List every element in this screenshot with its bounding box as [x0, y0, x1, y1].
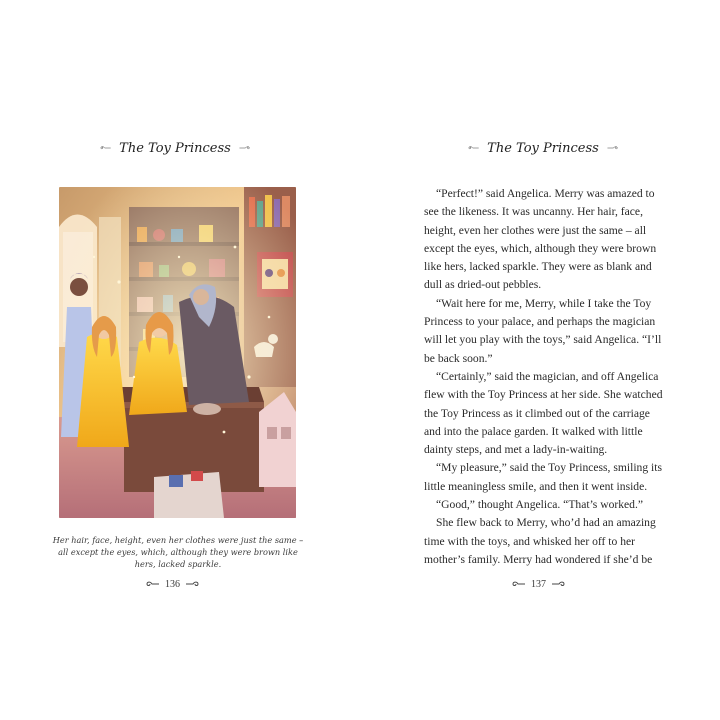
right-running-head [468, 138, 618, 158]
body-text-line: flew with the Toy Princess at her side. She watched [424, 388, 663, 402]
folio-swirl-icon [185, 580, 199, 588]
body-text-line: dull as dried-out pebbles. [424, 278, 542, 292]
body-text-line: be back soon.” [424, 351, 493, 365]
body-text-line: see the likeness. It was uncanny. Her hair, face, [424, 205, 643, 219]
body-text-line: “Good,” thought Angelica. “That’s worked.” [436, 498, 644, 512]
body-text-line: time with the toys, and whisked her off to her [424, 534, 636, 548]
flourish-left-icon [468, 143, 479, 153]
left-page-number-text: 136 [165, 578, 180, 590]
illustration-artwork [59, 187, 296, 518]
body-text-line: Princess to your palace, and perhaps the magician [424, 315, 656, 329]
left-page-number [146, 577, 199, 591]
toy-shop-illustration [59, 187, 296, 518]
body-text-line: height, even her clothes were just the same – all [424, 223, 647, 237]
right-page-body-text [424, 185, 664, 569]
right-page-number-text: 137 [531, 578, 546, 590]
body-text-line: “Certainly,” said the magician, and off Angelica [436, 369, 659, 383]
body-text-line: “Wait here for me, Merry, while I take the Toy [436, 296, 652, 310]
body-text-line: She flew back to Merry, who’d had an amazing [436, 516, 656, 530]
flourish-right-icon [239, 143, 250, 153]
left-running-head [100, 138, 250, 158]
folio-swirl-icon [512, 580, 526, 588]
flourish-left-icon [100, 143, 111, 153]
folio-swirl-icon [146, 580, 160, 588]
body-text-line: the Toy Princess as it climbed out of the carriage [424, 406, 650, 420]
right-page-number [512, 577, 565, 591]
body-text-line: will let you play with the toys,” said Angelica. “I’ll [424, 333, 662, 347]
left-running-head-title: The Toy Princess [119, 140, 231, 156]
body-text-line: “My pleasure,” said the Toy Princess, smiling its [436, 461, 662, 475]
body-text-line: and into the palace garden. It walked with little [424, 424, 643, 438]
body-text-line: like hers, lacked sparkle. They were as blank and [424, 260, 652, 274]
body-text-line: except the eyes, which, although they were brown [424, 241, 657, 255]
body-text-line: “Perfect!” said Angelica. Merry was amazed to [436, 187, 655, 200]
body-text-line: little meaningless smile, and then it went inside. [424, 479, 648, 493]
body-text-line: mother’s family. Merry had wondered if she’d be [424, 552, 653, 566]
illustration-caption: Her hair, face, height, even her clothes were just the same – all except the eyes, which, although they were brown like hers, lacked sparkle. [52, 535, 304, 569]
right-running-head-title: The Toy Princess [487, 140, 599, 156]
body-text-line: dainty steps, and met a lady-in-waiting. [424, 443, 608, 457]
flourish-right-icon [607, 143, 618, 153]
folio-swirl-icon [551, 580, 565, 588]
